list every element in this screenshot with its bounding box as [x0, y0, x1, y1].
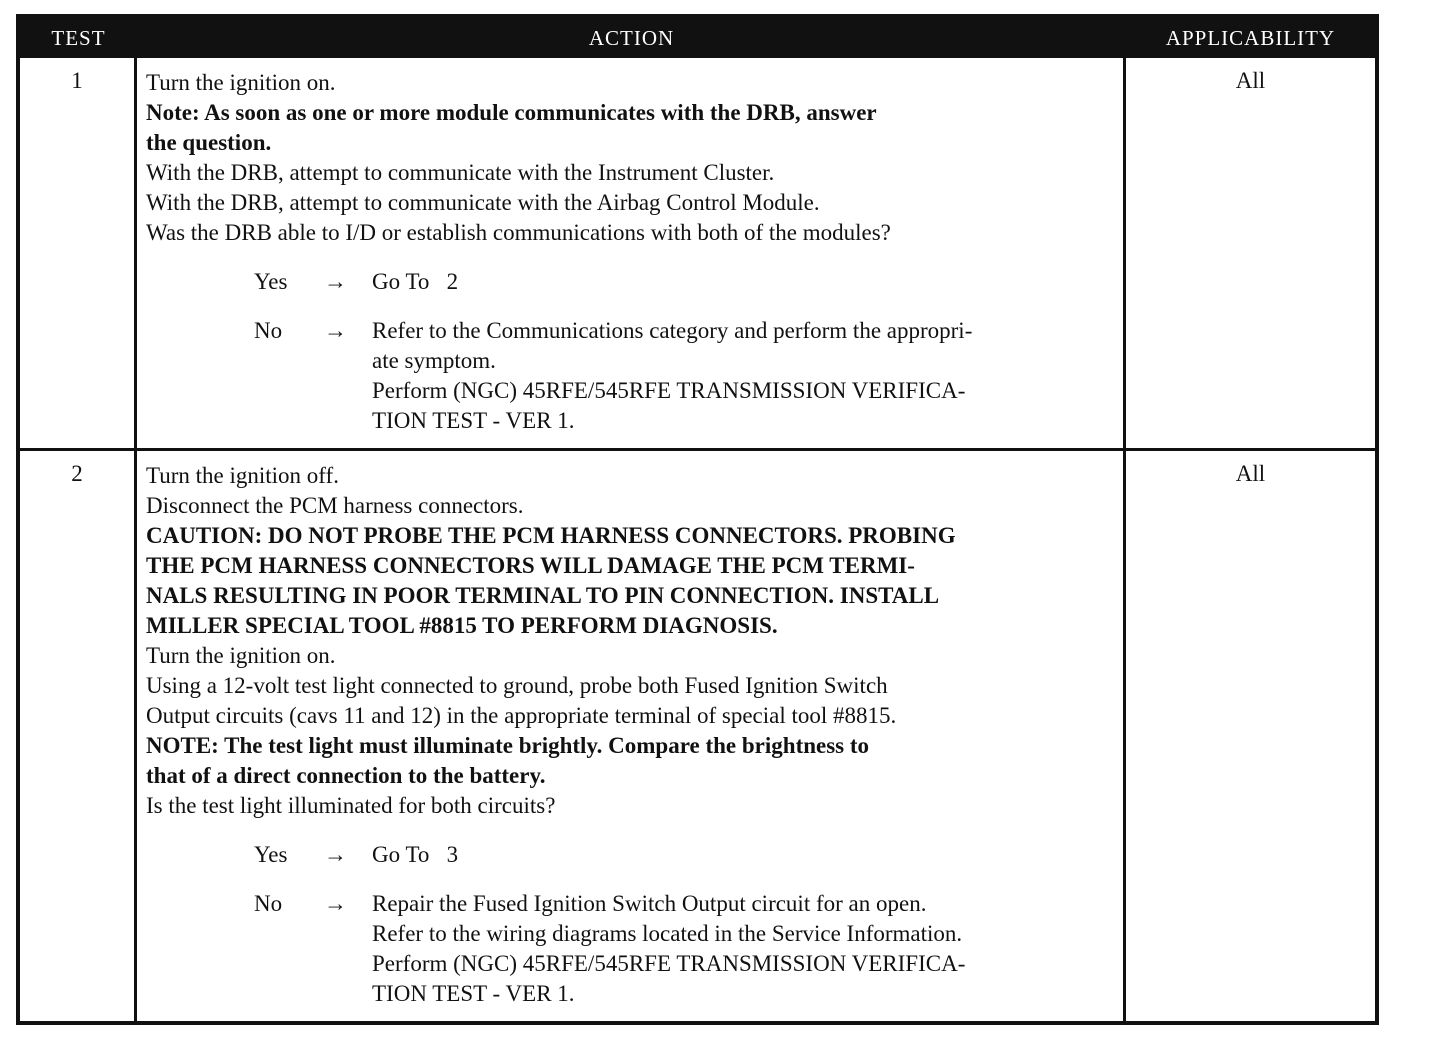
question-line: Is the test light illuminated for both circuits?: [146, 793, 556, 818]
table-row: [20, 451, 1375, 1021]
note-line: Note: As soon as one or more module communicates with the DRB, answer: [146, 100, 877, 125]
no-result-line: TION TEST - VER 1.: [372, 981, 575, 1006]
action-line: Output circuits (cavs 11 and 12) in the appropriate terminal of special tool #8815.: [146, 703, 897, 728]
test-number: 1: [20, 58, 137, 448]
action-line: With the DRB, attempt to communicate with the Airbag Control Module.: [146, 190, 820, 215]
caution-line: CAUTION: DO NOT PROBE THE PCM HARNESS CONNECTORS. PROBING: [146, 523, 956, 548]
no-result-line: Perform (NGC) 45RFE/545RFE TRANSMISSION VERIFICA-: [372, 378, 966, 403]
table-header: [20, 18, 1375, 58]
test-number: 2: [20, 451, 137, 1021]
arrow-icon: →: [324, 842, 347, 867]
no-result-line: TION TEST - VER 1.: [372, 408, 575, 433]
no-result-line: Repair the Fused Ignition Switch Output circuit for an open.: [372, 891, 927, 916]
header-action: ACTION: [588, 25, 675, 50]
yes-result: Go To 3: [372, 842, 459, 867]
yes-response: [146, 267, 1115, 297]
action-cell: [137, 451, 1126, 1021]
no-result-line: ate symptom.: [372, 348, 496, 373]
action-line: Disconnect the PCM harness connectors.: [146, 493, 524, 518]
applicability-cell: All: [1235, 461, 1266, 486]
header-test: TEST: [51, 25, 106, 50]
action-line: Using a 12-volt test light connected to ground, probe both Fused Ignition Switch: [146, 673, 888, 698]
applicability-cell: All: [1235, 68, 1266, 93]
table-row: [20, 58, 1375, 451]
no-response: [146, 889, 1115, 1009]
action-line: With the DRB, attempt to communicate with the Instrument Cluster.: [146, 160, 775, 185]
note-line: the question.: [146, 130, 272, 155]
caution-line: MILLER SPECIAL TOOL #8815 TO PERFORM DIAGNOSIS.: [146, 613, 778, 638]
yes-label: Yes: [254, 842, 288, 867]
no-response: [146, 316, 1115, 436]
no-label: No: [254, 318, 283, 343]
action-line: Turn the ignition on.: [146, 70, 336, 95]
arrow-icon: →: [324, 318, 347, 343]
no-label: No: [254, 891, 283, 916]
no-result: [372, 316, 1115, 436]
action-line: Turn the ignition on.: [146, 643, 336, 668]
yes-response: [146, 840, 1115, 870]
action-cell: [137, 58, 1126, 448]
note-line: that of a direct connection to the battery.: [146, 763, 546, 788]
no-result-line: Perform (NGC) 45RFE/545RFE TRANSMISSION VERIFICA-: [372, 951, 966, 976]
no-result-line: Refer to the Communications category and perform the appropri-: [372, 318, 973, 343]
question-line: Was the DRB able to I/D or establish communications with both of the modules?: [146, 220, 891, 245]
arrow-icon: →: [324, 269, 347, 294]
note-line: NOTE: The test light must illuminate brightly. Compare the brightness to: [146, 733, 870, 758]
caution-line: NALS RESULTING IN POOR TERMINAL TO PIN CONNECTION. INSTALL: [146, 583, 940, 608]
arrow-icon: →: [324, 891, 347, 916]
no-result-line: Refer to the wiring diagrams located in the Service Information.: [372, 921, 963, 946]
diagnostic-test-table: [16, 14, 1379, 1025]
yes-label: Yes: [254, 269, 288, 294]
yes-result: Go To 2: [372, 269, 459, 294]
no-result: [372, 889, 1115, 1009]
header-applicability: APPLICABILITY: [1165, 25, 1336, 50]
action-line: Turn the ignition off.: [146, 463, 339, 488]
caution-line: THE PCM HARNESS CONNECTORS WILL DAMAGE THE PCM TERMI-: [146, 553, 915, 578]
